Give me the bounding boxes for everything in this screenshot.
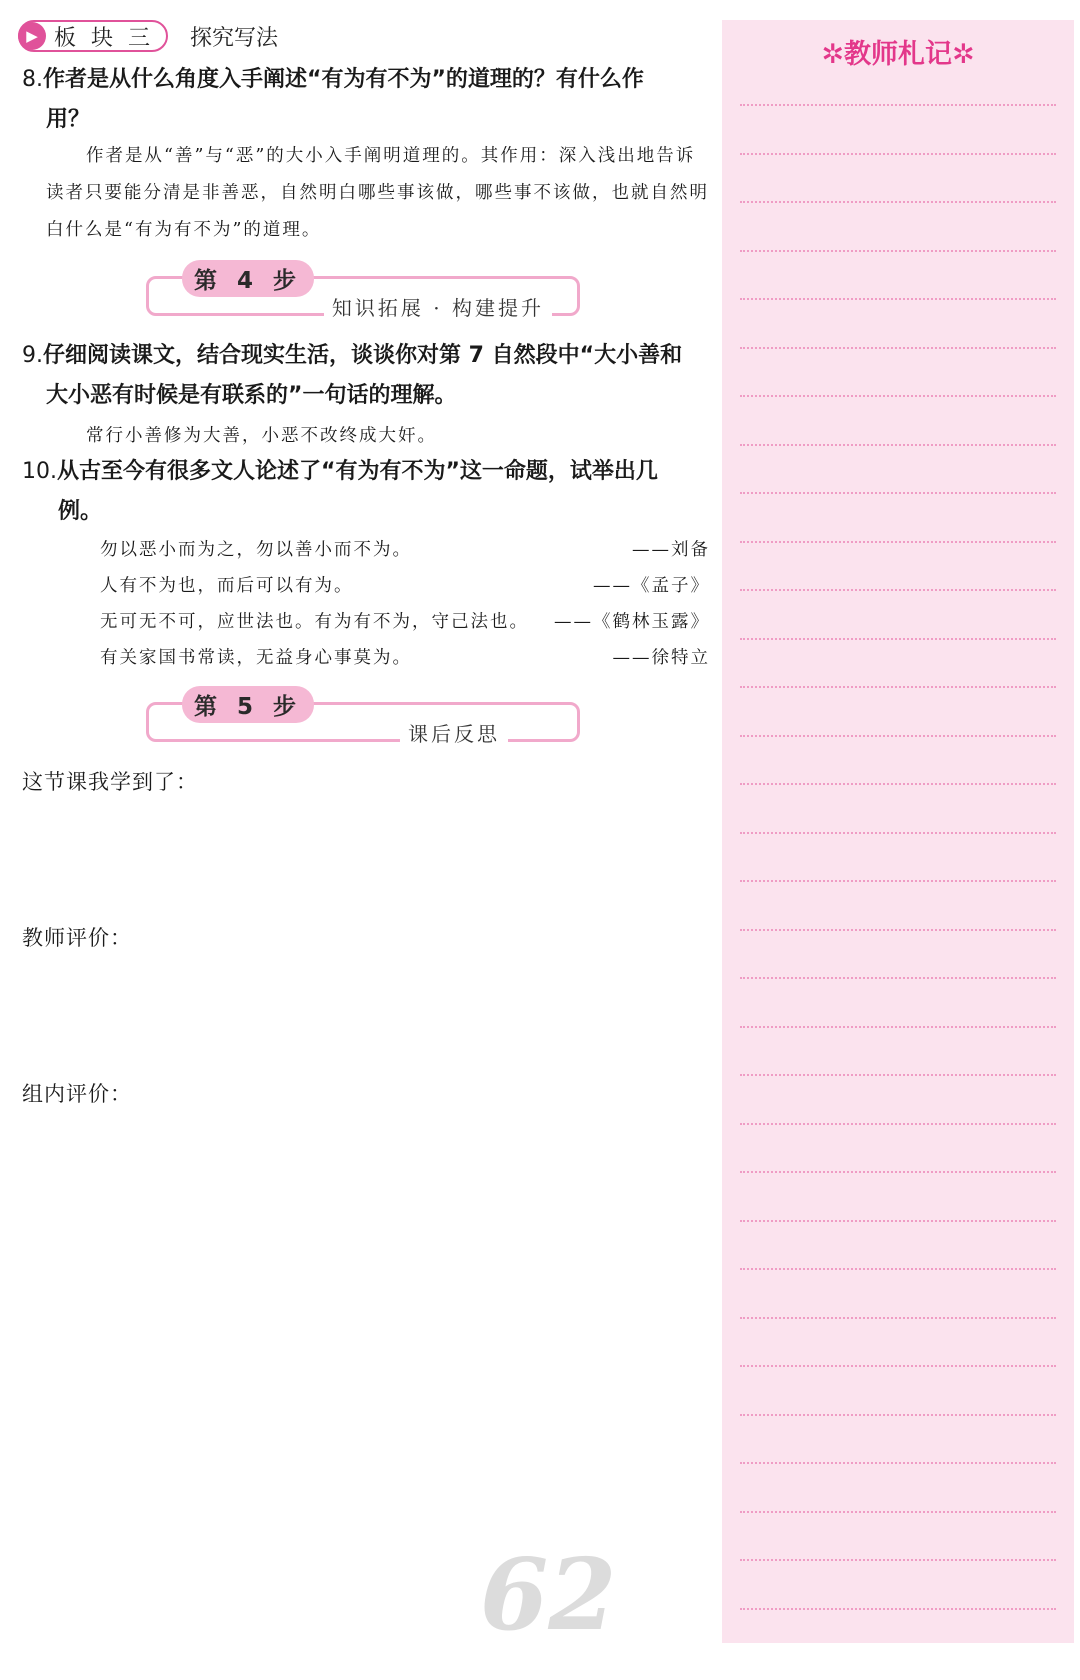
quote-source: ——刘备 (632, 540, 710, 560)
note-line (740, 1317, 1056, 1319)
note-line (740, 735, 1056, 737)
question-text: 从古至今有很多文人论述了“有为有不为”这一命题，试举出几 (57, 459, 658, 484)
quote-item (100, 608, 710, 633)
quote-source: ——徐特立 (612, 648, 710, 668)
note-line (740, 1462, 1056, 1464)
answer-line: 作者是从“善”与“恶”的大小入手阐明道理的。其作用：深入浅出地告诉 (86, 146, 696, 166)
question-text: 作者是从什么角度入手阐述“有为有不为”的道理的？有什么作 (43, 67, 644, 92)
play-arrow-icon: ▶ (18, 22, 46, 50)
note-line (740, 1171, 1056, 1173)
step-badge: 第 5 步 (182, 686, 314, 723)
note-line (740, 880, 1056, 882)
note-line (740, 298, 1056, 300)
note-line (740, 201, 1056, 203)
question-number: 9. (22, 343, 43, 368)
note-line (740, 638, 1056, 640)
question-text: 仔细阅读课文，结合现实生活，谈谈你对第 7 自然段中“大小善和 (43, 343, 683, 368)
note-line (740, 1559, 1056, 1561)
quote-text: 勿以恶小而为之，勿以善小而不为。 (100, 540, 412, 560)
step-subtitle: 知识拓展 · 构建提升 (324, 292, 552, 321)
step-badge: 第 4 步 (182, 260, 314, 297)
quote-source: ——《孟子》 (593, 576, 710, 596)
question-number: 8. (22, 67, 43, 92)
quote-item (100, 644, 710, 669)
note-line (740, 1414, 1056, 1416)
note-line (740, 395, 1056, 397)
answer-8 (46, 138, 710, 249)
group-eval-label: 组内评价： (22, 1082, 132, 1106)
note-line (740, 1220, 1056, 1222)
note-line (740, 1511, 1056, 1513)
section-label: 板 块 三 (54, 25, 154, 51)
note-line (740, 977, 1056, 979)
note-line (740, 929, 1056, 931)
quote-item (100, 536, 710, 561)
note-line (740, 250, 1056, 252)
note-line (740, 1123, 1056, 1125)
note-line (740, 1026, 1056, 1028)
note-line (740, 1365, 1056, 1367)
section-title: 探究写法 (190, 25, 279, 51)
step-5-banner (146, 692, 578, 746)
quote-text: 人有不为也，而后可以有为。 (100, 576, 354, 596)
teacher-notes-panel (722, 20, 1074, 1643)
question-10 (22, 452, 710, 532)
note-line (740, 153, 1056, 155)
section-header (18, 20, 278, 52)
note-line (740, 1074, 1056, 1076)
note-line (740, 1608, 1056, 1610)
note-line (740, 686, 1056, 688)
note-line (740, 347, 1056, 349)
quote-item (100, 572, 710, 597)
learned-label: 这节课我学到了： (22, 770, 198, 794)
note-line (740, 444, 1056, 446)
step-subtitle: 课后反思 (400, 718, 508, 747)
step-4-banner (146, 266, 578, 320)
note-line (740, 541, 1056, 543)
page-number: 62 (480, 1538, 617, 1653)
question-9 (22, 336, 710, 416)
note-line (740, 1268, 1056, 1270)
section-tag (18, 20, 168, 52)
question-8 (22, 60, 710, 140)
answer-line: 白什么是“有为有不为”的道理。 (46, 220, 322, 240)
question-text-cont: 大小恶有时候是有联系的”一句话的理解。 (46, 383, 457, 408)
notes-title: ✲教师札记✲ (821, 39, 975, 70)
note-line (740, 832, 1056, 834)
note-line (740, 104, 1056, 106)
question-text-cont: 用？ (46, 107, 91, 132)
answer-9: 常行小善修为大善，小恶不改终成大奸。 (86, 426, 437, 446)
quote-text: 有关家国书常读，无益身心事莫为。 (100, 648, 412, 668)
question-text-cont: 例。 (58, 499, 103, 524)
note-line (740, 492, 1056, 494)
question-number: 10. (22, 459, 57, 484)
quote-source: ——《鹤林玉露》 (554, 612, 710, 632)
teacher-eval-label: 教师评价： (22, 926, 132, 950)
note-line (740, 589, 1056, 591)
note-line (740, 783, 1056, 785)
answer-line: 读者只要能分清是非善恶，自然明白哪些事该做，哪些事不该做，也就自然明 (46, 183, 709, 203)
quote-text: 无可无不可，应世法也。有为有不为，守己法也。 (100, 612, 529, 632)
